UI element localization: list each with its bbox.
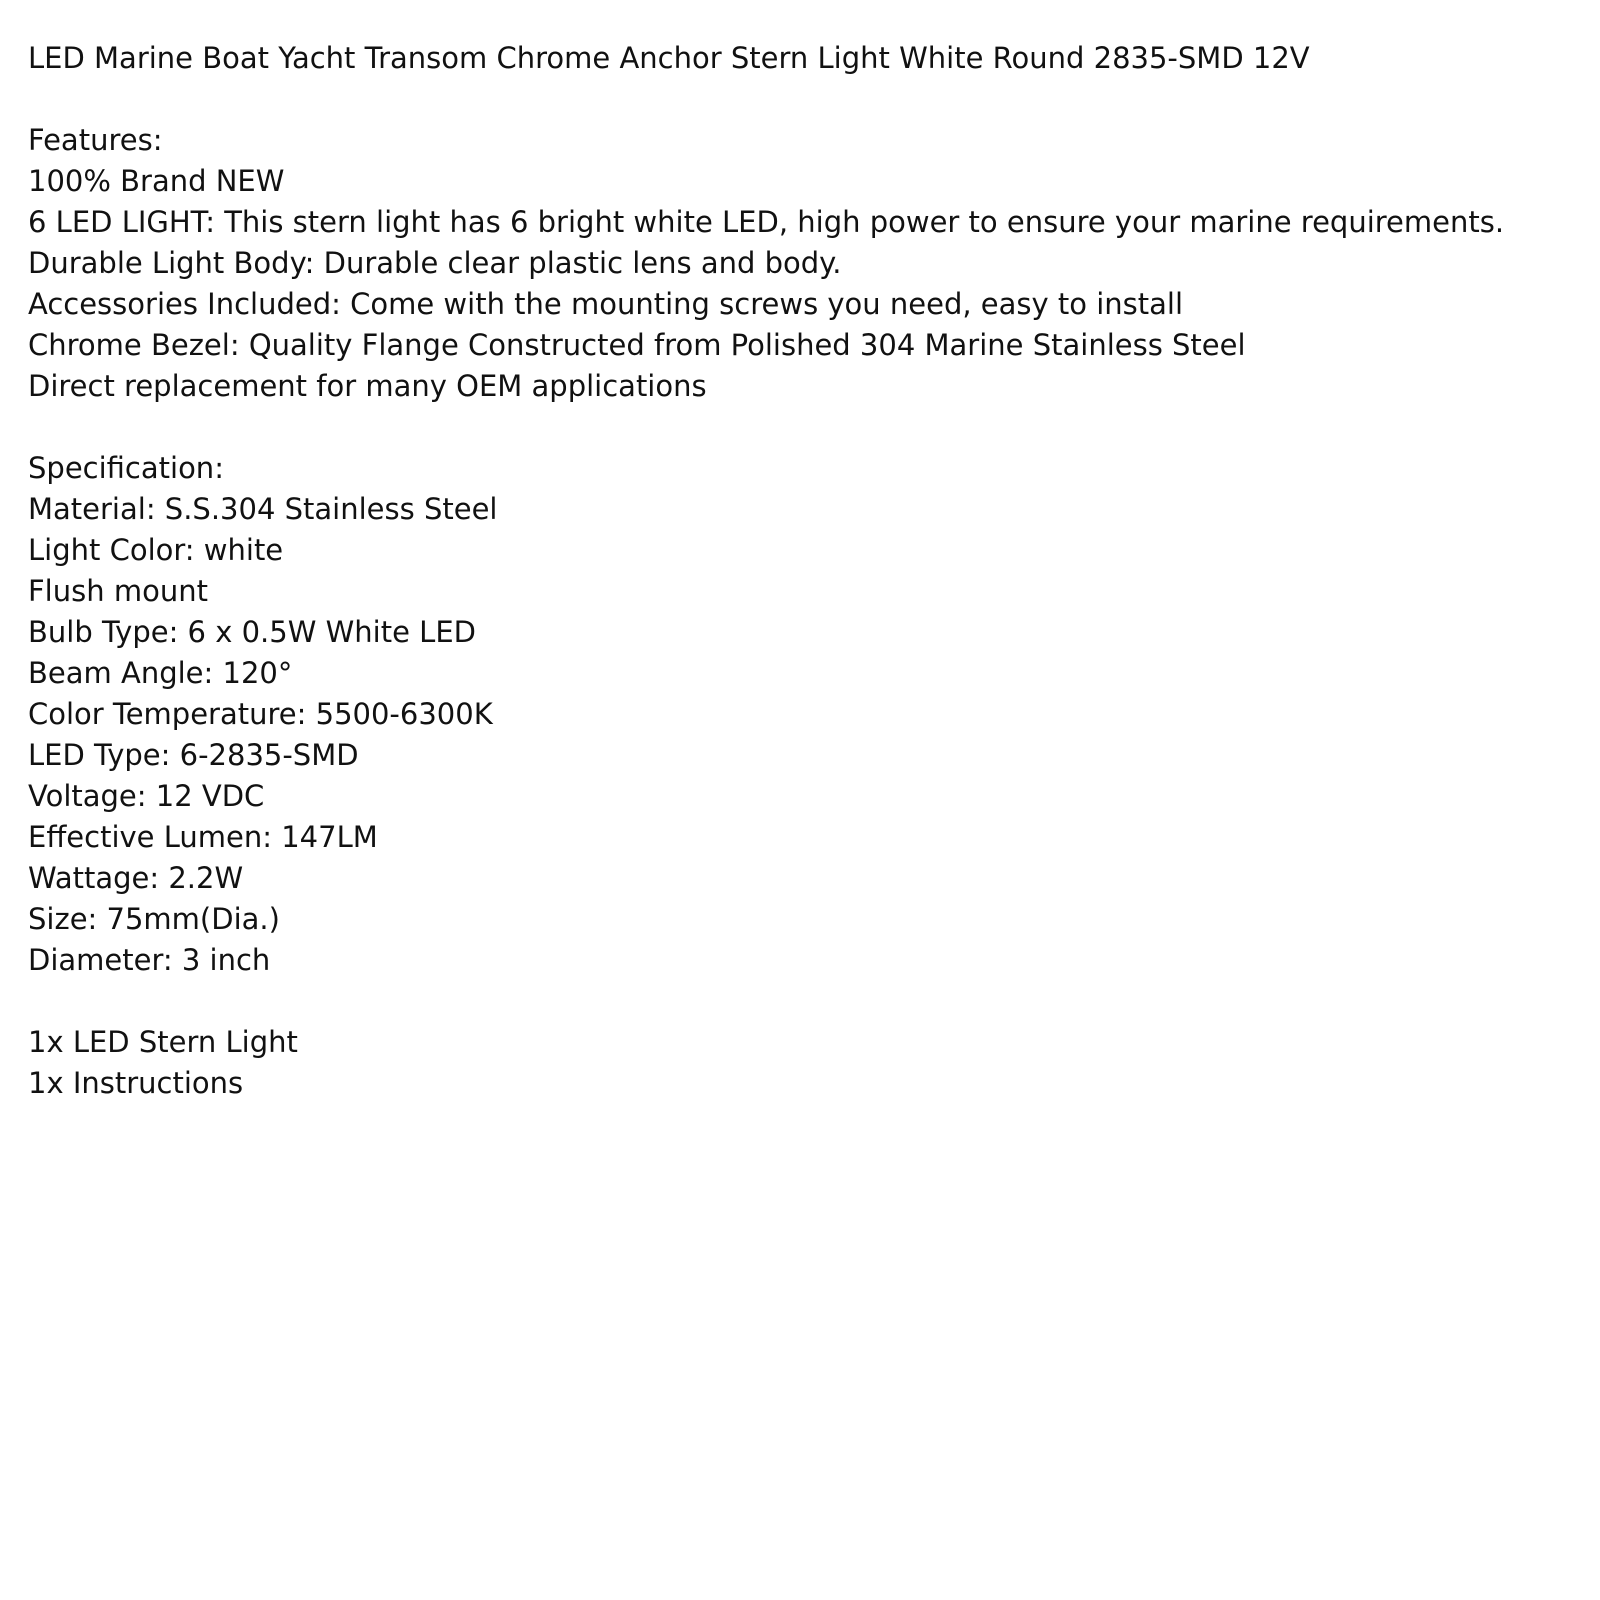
spacer xyxy=(28,79,1588,120)
feature-item: Accessories Included: Come with the mounting screws you need, easy to install xyxy=(28,287,1184,321)
feature-item: Chrome Bezel: Quality Flange Constructed from Polished 304 Marine Stainless Steel xyxy=(28,328,1246,362)
product-title: LED Marine Boat Yacht Transom Chrome Anchor Stern Light White Round 2835-SMD 12V xyxy=(28,41,1310,75)
spec-item: Material: S.S.304 Stainless Steel xyxy=(28,492,498,526)
package-item: 1x LED Stern Light xyxy=(28,1025,298,1059)
specification-heading: Specification: xyxy=(28,451,224,485)
spec-item: Effective Lumen: 147LM xyxy=(28,820,378,854)
spec-item: LED Type: 6-2835-SMD xyxy=(28,738,359,772)
features-section xyxy=(28,120,1588,407)
feature-item: 100% Brand NEW xyxy=(28,164,285,198)
feature-item: Durable Light Body: Durable clear plastic lens and body. xyxy=(28,246,842,280)
spec-item: Voltage: 12 VDC xyxy=(28,779,265,813)
package-item: 1x Instructions xyxy=(28,1066,244,1100)
feature-item: 6 LED LIGHT: This stern light has 6 bright white LED, high power to ensure your marine requirements. xyxy=(28,205,1505,239)
package-contents-section xyxy=(28,1022,1588,1104)
spacer xyxy=(28,981,1588,1022)
spec-item: Size: 75mm(Dia.) xyxy=(28,902,280,936)
feature-item: Direct replacement for many OEM applications xyxy=(28,369,707,403)
spec-item: Color Temperature: 5500-6300K xyxy=(28,697,493,731)
spec-item: Beam Angle: 120° xyxy=(28,656,293,690)
spec-item: Bulb Type: 6 x 0.5W White LED xyxy=(28,615,476,649)
specification-section xyxy=(28,448,1588,981)
features-heading: Features: xyxy=(28,123,163,157)
spec-item: Diameter: 3 inch xyxy=(28,943,271,977)
spec-item: Flush mount xyxy=(28,574,208,608)
spacer xyxy=(28,407,1588,448)
product-description xyxy=(28,38,1588,1104)
spec-item: Wattage: 2.2W xyxy=(28,861,244,895)
spec-item: Light Color: white xyxy=(28,533,284,567)
